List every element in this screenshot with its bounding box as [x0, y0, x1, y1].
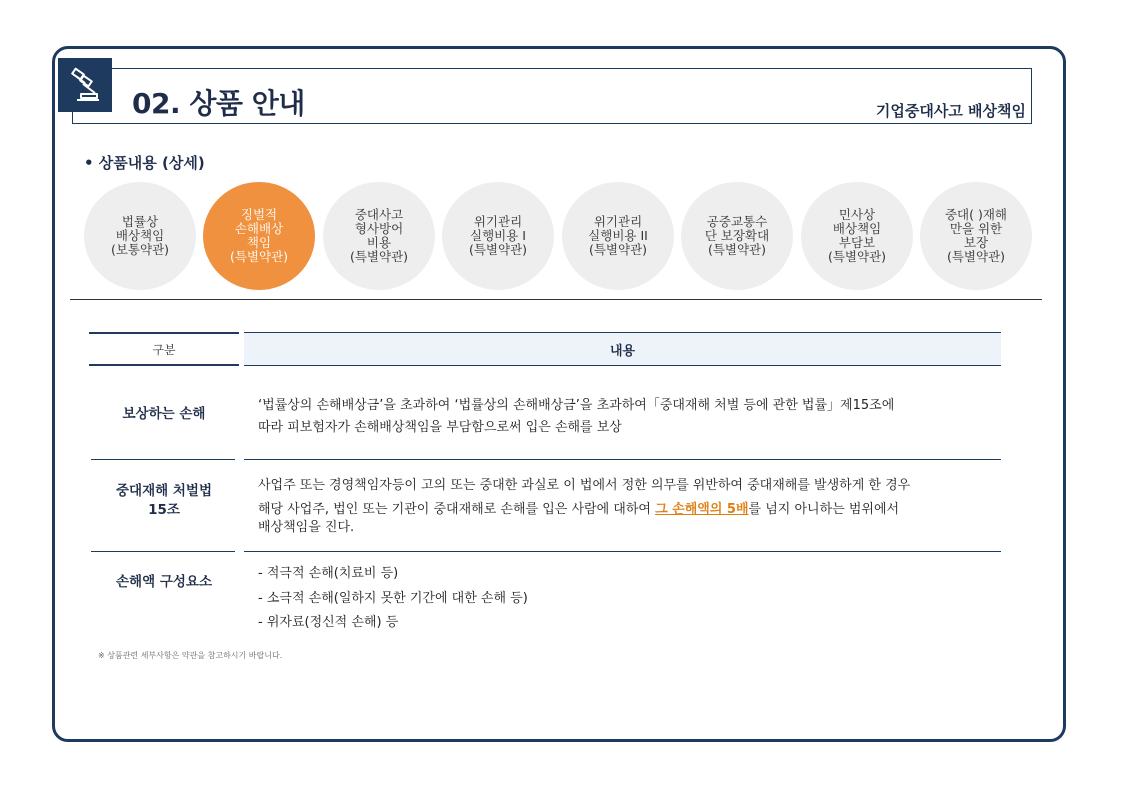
row-divider [244, 459, 1001, 460]
row-text: 배상책임을 진다. [258, 520, 355, 535]
coverage-circle[interactable]: 법률상 배상책임 (보통약관) [84, 182, 196, 290]
row-label-law: 중대재해 처벌법 15조 [116, 483, 212, 518]
page-frame [52, 46, 1066, 742]
coverage-circle[interactable]: 위기관리 실행비용 I (특별약관) [442, 182, 554, 290]
coverage-circle[interactable]: 공중교통수 단 보장확대 (특별약관) [681, 182, 793, 290]
coverage-circle-active[interactable]: 징벌적 손해배상 책임 (특별약관) [203, 182, 315, 290]
row-text: 를 넘지 아니하는 범위에서 [748, 502, 900, 517]
highlight-text: 그 손해액의 5배 [655, 502, 749, 517]
table-header-category: 구분 [89, 332, 239, 366]
gavel-logo [58, 58, 112, 112]
coverage-circle[interactable]: 중대사고 형사방어 비용 (특별약관) [323, 182, 435, 290]
row-divider [91, 551, 235, 552]
gavel-icon [67, 67, 103, 103]
coverage-circle[interactable]: 중대( )재해 만을 위한 보장 (특별약관) [920, 182, 1032, 290]
coverage-circle[interactable]: 민사상 배상책임 부담보 (특별약관) [801, 182, 913, 290]
row-text: 해당 사업주, 법인 또는 기관이 중대재해로 손해를 입은 사람에 대하여 [258, 502, 656, 517]
row-text: 따라 피보험자가 손해배상책임을 부담함으로써 입은 손해를 보상 [258, 420, 622, 435]
list-item: - 적극적 손해(치료비 등) [258, 566, 399, 581]
row-divider [91, 459, 235, 460]
row-text: 사업주 또는 경영책임자등이 고의 또는 중대한 과실로 이 법에서 정한 의무를 위반하여 중대재해를 발생하게 한 경우 [258, 478, 911, 493]
coverage-circle[interactable]: 위기관리 실행비용 II (특별약관) [562, 182, 674, 290]
list-item: - 소극적 손해(일하지 못한 기간에 대한 손해 등) [258, 591, 528, 606]
row-text-highlight-line [258, 500, 899, 519]
footnote: ※ 상품관련 세부사항은 약관을 참고하시기 바랍니다. [98, 651, 283, 660]
row-divider [244, 551, 1001, 552]
section-title: • 상품내용 (상세) [84, 154, 205, 172]
page-subtitle: 기업중대사고 배상책임 [875, 102, 1026, 120]
page-title: 02. 상품 안내 [132, 87, 305, 120]
row-label-coverage: 보상하는 손해 [122, 406, 206, 422]
coverage-list [84, 182, 1044, 292]
divider [70, 299, 1042, 300]
row-label-damages: 손해액 구성요소 [116, 574, 212, 590]
table-header-content: 내용 [244, 332, 1001, 366]
row-text: ‘법률상의 손해배상금’을 초과하여 ‘법률상의 손해배상금’을 초과하여「중대재해 처벌 등에 관한 법률」제15조에 [258, 398, 895, 413]
list-item: - 위자료(정신적 손해) 등 [258, 615, 399, 630]
